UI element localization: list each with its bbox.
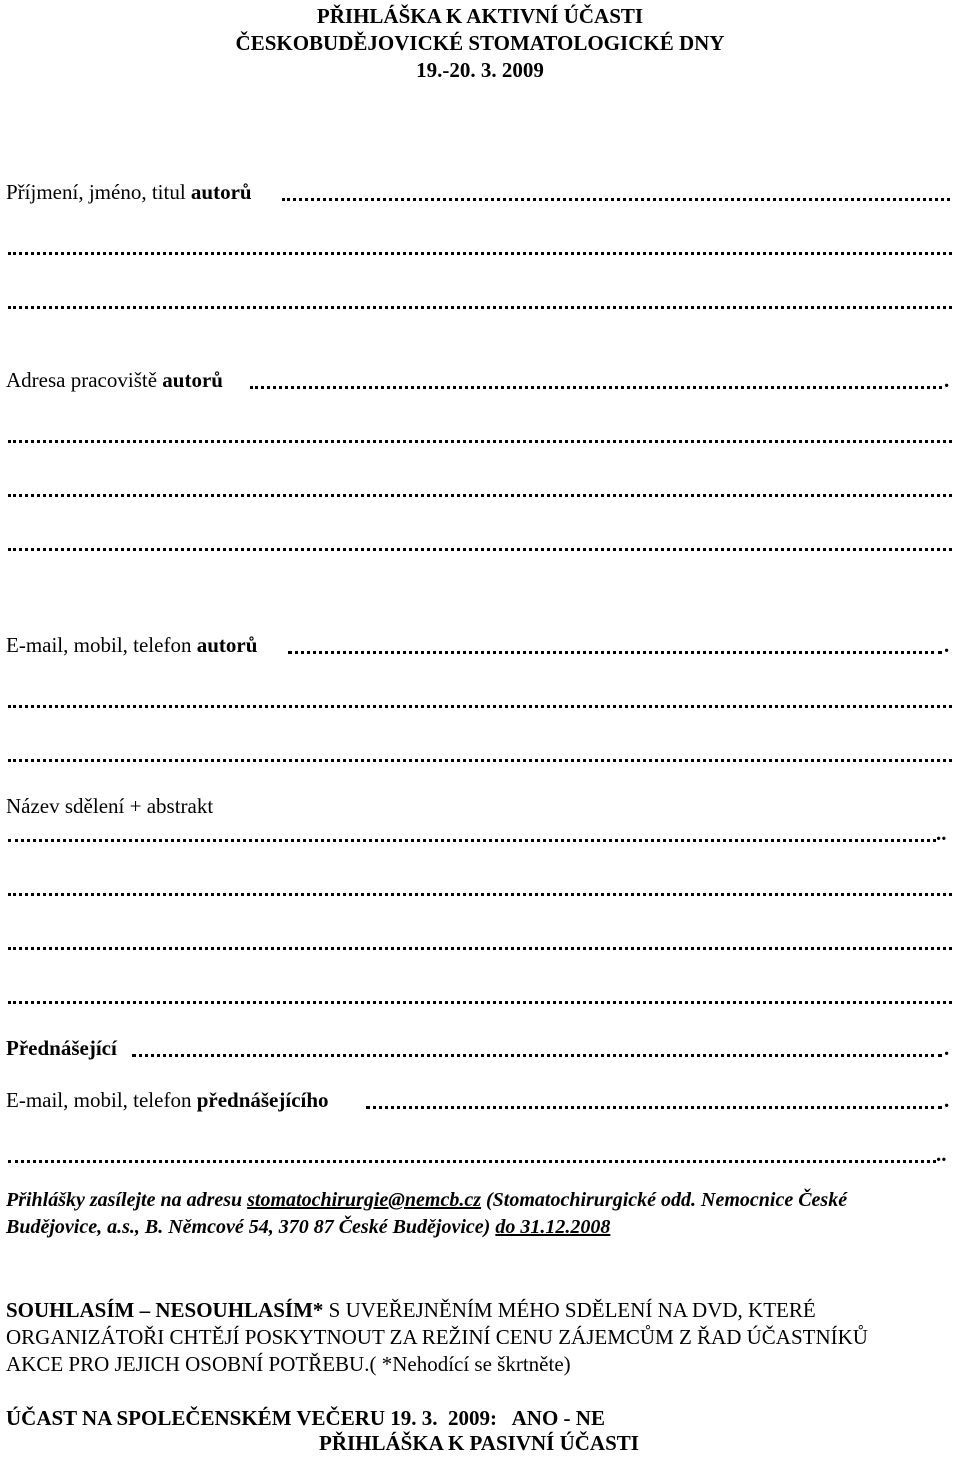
instructions-line-1: Přihlášky zasílejte na adresu stomatochirurgie@nemcb.cz (Stomatochirurgické odd. Nemocnice České — [6, 1189, 848, 1211]
agree-option[interactable]: SOUHLASÍM — [6, 1298, 135, 1322]
consent-line-3: AKCE PRO JEJICH OSOBNÍ POTŘEBU.( *Nehodící se škrtněte) — [6, 1352, 571, 1376]
speaker-contact-field-line-1[interactable] — [366, 1106, 942, 1109]
line-end-dot: . — [944, 633, 950, 657]
instructions-line-2: Budějovice, a.s., B. Němcové 54, 370 87 České Budějovice) do 31.12.2008 — [6, 1216, 611, 1238]
title-abstract-field-line-4[interactable] — [8, 1001, 952, 1004]
title-abstract-label: Název sdělení + abstrakt — [6, 794, 214, 818]
deadline: do 31.12.2008 — [495, 1216, 611, 1238]
authors-address-label: Adresa pracoviště autorů — [6, 368, 223, 392]
social-evening-option[interactable]: ÚČAST NA SPOLEČENSKÉM VEČERU 19. 3. 2009: ANO - NE — [6, 1406, 605, 1430]
authors-contact-field-line-1[interactable] — [288, 651, 942, 654]
title-abstract-field-line-2[interactable] — [8, 893, 952, 896]
authors-contact-field-line-2[interactable] — [8, 705, 952, 708]
title-abstract-field-line-3[interactable] — [8, 947, 952, 950]
authors-name-field-line-1[interactable] — [282, 198, 950, 201]
speaker-contact-label: E-mail, mobil, telefon přednášejícího — [6, 1088, 329, 1112]
consent-line-2: ORGANIZÁTOŘI CHTĚJÍ POSKYTNOUT ZA REŽINÍ CENU ZÁJEMCŮM Z ŘAD ÚČASTNÍKŮ — [6, 1325, 868, 1349]
speaker-field[interactable] — [132, 1054, 942, 1057]
authors-address-field-line-4[interactable] — [8, 548, 952, 551]
authors-name-field-line-3[interactable] — [8, 306, 952, 309]
disagree-option[interactable]: NESOUHLASÍM* — [155, 1298, 324, 1322]
authors-address-field-line-1[interactable] — [250, 386, 942, 389]
authors-name-field-line-2[interactable] — [8, 252, 952, 255]
authors-contact-label: E-mail, mobil, telefon autorů — [6, 633, 258, 657]
title-abstract-field-line-1[interactable] — [8, 839, 936, 842]
speaker-contact-field-line-2[interactable] — [8, 1160, 936, 1163]
authors-contact-field-line-3[interactable] — [8, 759, 952, 762]
line-end-dot: . — [944, 1088, 950, 1112]
event-dates: 19.-20. 3. 2009 — [416, 58, 544, 82]
authors-address-field-line-2[interactable] — [8, 440, 952, 443]
line-end-dot: . — [944, 1036, 950, 1060]
line-end-dot: . — [944, 368, 950, 392]
authors-address-field-line-3[interactable] — [8, 494, 952, 497]
authors-name-label: Příjmení, jméno, titul autorů — [6, 180, 252, 204]
form-title: PŘIHLÁŠKA K AKTIVNÍ ÚČASTI — [316, 4, 644, 28]
passive-participation-title: PŘIHLÁŠKA K PASIVNÍ ÚČASTI — [319, 1431, 639, 1455]
line-end-double-dot: .. — [936, 821, 947, 845]
event-name: ČESKOBUDĚJOVICKÉ STOMATOLOGICKÉ DNY — [235, 31, 725, 55]
contact-email-link[interactable]: stomatochirurgie@nemcb.cz — [247, 1189, 482, 1211]
speaker-label: Přednášející — [6, 1036, 117, 1060]
line-end-double-dot: .. — [936, 1142, 947, 1166]
consent-line-1: SOUHLASÍM – NESOUHLASÍM* S UVEŘEJNĚNÍM MÉHO SDĚLENÍ NA DVD, KTERÉ — [6, 1298, 816, 1322]
